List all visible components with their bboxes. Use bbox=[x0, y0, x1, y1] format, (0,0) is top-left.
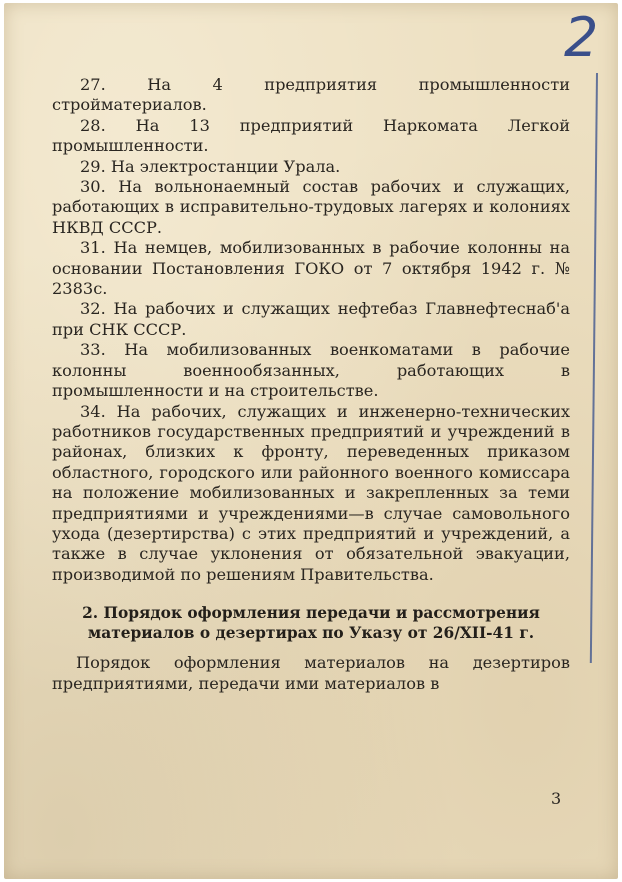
list-item-27: 27. На 4 предприятия промышленности стройматериалов. bbox=[52, 75, 570, 115]
list-item-29: 29. На электростанции Урала. bbox=[80, 156, 341, 176]
section-heading: 2. Порядок оформления передачи и рассмотрения материалов о дезертирах по Указу от 26/XII-41 г. bbox=[82, 604, 540, 643]
list-item-34: 34. На рабочих, служащих и инженерно-технических работников государственных предприятий и учреждений в районах, близких к фронту, переведенных приказом областного, городского или районного военного комиссара на положение мобилизованных и закрепленных за теми предприятиями и учреждениями—в случае самовольного ухода (дезертирства) с этих предприятий и учреждений, а также в случае уклонения от обязательной эвакуации, производимой по решениям Правительства. bbox=[52, 401, 570, 584]
handwritten-page-number: 2 bbox=[564, 6, 599, 69]
list-item-32: 32. На рабочих и служащих нефтебаз Главнефтеснаб'а при СНК СССР. bbox=[52, 299, 570, 339]
list-item-33: 33. На мобилизованных военкоматами в рабочие колонны военнообязанных, работающих в промышленности и на строительстве. bbox=[52, 340, 570, 401]
document-page bbox=[4, 3, 618, 879]
list-item-30: 30. На вольнонаемный состав рабочих и служащих, работающих в исправительно-трудовых лагерях и колониях НКВД СССР. bbox=[52, 177, 570, 237]
page-number: 3 bbox=[551, 789, 562, 808]
section-paragraph: Порядок оформления материалов на дезертиров предприятиями, передачи ими материалов в bbox=[52, 653, 570, 693]
pencil-margin-line bbox=[590, 73, 598, 663]
list-item-28: 28. На 13 предприятий Наркомата Легкой промышленности. bbox=[52, 115, 570, 156]
document-body bbox=[52, 75, 570, 694]
list-item-31: 31. На немцев, мобилизованных в рабочие колонны на основании Постановления ГОКО от 7 октября 1942 г. № 2383с. bbox=[52, 238, 570, 299]
